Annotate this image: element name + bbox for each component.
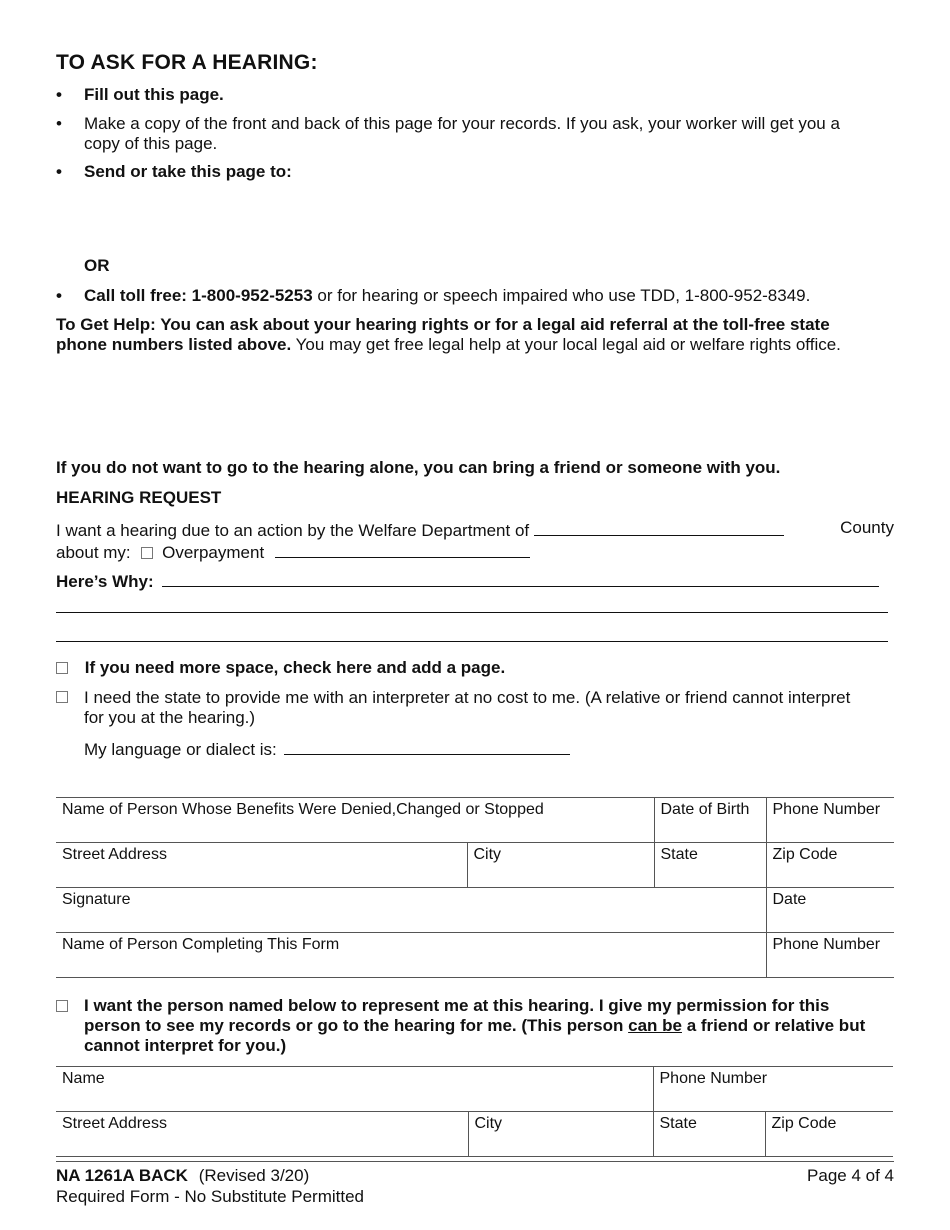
welfare-line: [56, 518, 896, 541]
county-field[interactable]: [534, 518, 784, 536]
interpreter-label: I need the state to provide me with an interpreter at no cost to me. (A relative or friend cannot interpret for you at the hearing.): [84, 688, 851, 727]
footer-rule: [56, 1161, 894, 1162]
page-title: TO ASK FOR A HEARING:: [56, 51, 318, 74]
county-label: County: [840, 518, 894, 537]
street-address-field[interactable]: Street Address: [56, 843, 467, 888]
representative-part1: I want the person named below to represent me at this hearing. I give my permission for this person to see my records or go to the hearing for me. (This person: [84, 996, 830, 1035]
completing-person-field[interactable]: Name of Person Completing This Form: [56, 933, 766, 978]
overpayment-label: Overpayment: [162, 543, 265, 562]
rep-name-field[interactable]: Name: [56, 1067, 653, 1112]
rep-state-field[interactable]: State: [653, 1112, 765, 1157]
form-id-line: [56, 1166, 309, 1186]
interpreter-checkbox[interactable]: [56, 691, 68, 703]
bullet-dot: •: [56, 114, 62, 133]
state-field[interactable]: State: [654, 843, 766, 888]
friend-note: If you do not want to go to the hearing alone, you can bring a friend or someone with you.: [56, 458, 781, 477]
revised-date: (Revised 3/20): [198, 1166, 310, 1185]
call-toll-free: Call toll free: 1-800-952-5253: [84, 286, 313, 305]
help-bold: To Get Help: You can ask about your hearing rights or for a legal aid referral at the toll-free state phone numbers listed above.: [56, 315, 830, 354]
language-label: My language or dialect is:: [84, 740, 277, 759]
representative-part2: a friend or relative but cannot interpret for you.): [84, 1016, 866, 1055]
rep-phone-field[interactable]: Phone Number: [653, 1067, 893, 1112]
page-number: Page 4 of 4: [807, 1166, 894, 1185]
overpayment-checkbox[interactable]: [141, 547, 153, 559]
more-space-label: If you need more space, check here and add a page.: [84, 658, 506, 677]
rep-zip-field[interactable]: Zip Code: [765, 1112, 893, 1157]
why-field-line-3[interactable]: [56, 641, 888, 642]
about-label: about my:: [56, 543, 131, 562]
or-label: OR: [84, 256, 110, 275]
why-field-line-2[interactable]: [56, 612, 888, 613]
name-denied-field[interactable]: Name of Person Whose Benefits Were Denied,Changed or Stopped: [56, 798, 654, 843]
date-of-birth-field[interactable]: Date of Birth: [654, 798, 766, 843]
why-line: [56, 569, 879, 592]
bullet-send: Send or take this page to:: [84, 162, 292, 181]
bullet-call: [84, 286, 910, 306]
representative-checkbox[interactable]: [56, 1000, 68, 1012]
bullet-make-copy: Make a copy of the front and back of this page for your records. If you ask, your worker will get you a copy of this page.: [84, 114, 840, 153]
required-form-note: Required Form - No Substitute Permitted: [56, 1187, 365, 1206]
rep-city-field[interactable]: City: [468, 1112, 653, 1157]
signature-field[interactable]: Signature: [56, 888, 766, 933]
call-tdd: or for hearing or speech impaired who use TDD, 1-800-952-8349.: [312, 286, 811, 305]
bullet-dot: •: [56, 85, 62, 104]
city-field[interactable]: City: [467, 843, 654, 888]
overpayment-field[interactable]: [275, 540, 530, 558]
hearing-request-title: HEARING REQUEST: [56, 488, 222, 507]
bullet-dot: •: [56, 286, 62, 305]
representative-table: [56, 1066, 893, 1157]
why-label: Here’s Why:: [56, 572, 154, 591]
representative-can-be: can be: [628, 1016, 682, 1035]
rep-street-field[interactable]: Street Address: [56, 1112, 468, 1157]
claimant-info-table: [56, 797, 894, 978]
completing-phone-field[interactable]: Phone Number: [766, 933, 894, 978]
zip-code-field[interactable]: Zip Code: [766, 843, 894, 888]
language-line: [84, 737, 570, 760]
help-rest: You may get free legal help at your local legal aid or welfare rights office.: [291, 335, 841, 354]
more-space-checkbox[interactable]: [56, 662, 68, 674]
help-paragraph: [56, 315, 876, 355]
form-id: NA 1261A BACK: [56, 1166, 188, 1185]
language-field[interactable]: [284, 737, 570, 755]
more-space-line: [56, 658, 505, 678]
about-line: [56, 540, 530, 563]
bullet-fill-out: Fill out this page.: [84, 85, 224, 104]
phone-number-field[interactable]: Phone Number: [766, 798, 894, 843]
date-field[interactable]: Date: [766, 888, 894, 933]
welfare-text: I want a hearing due to an action by the Welfare Department of: [56, 521, 534, 540]
bullet-dot: •: [56, 162, 62, 181]
why-field[interactable]: [162, 569, 879, 587]
representative-text: [84, 996, 884, 1056]
